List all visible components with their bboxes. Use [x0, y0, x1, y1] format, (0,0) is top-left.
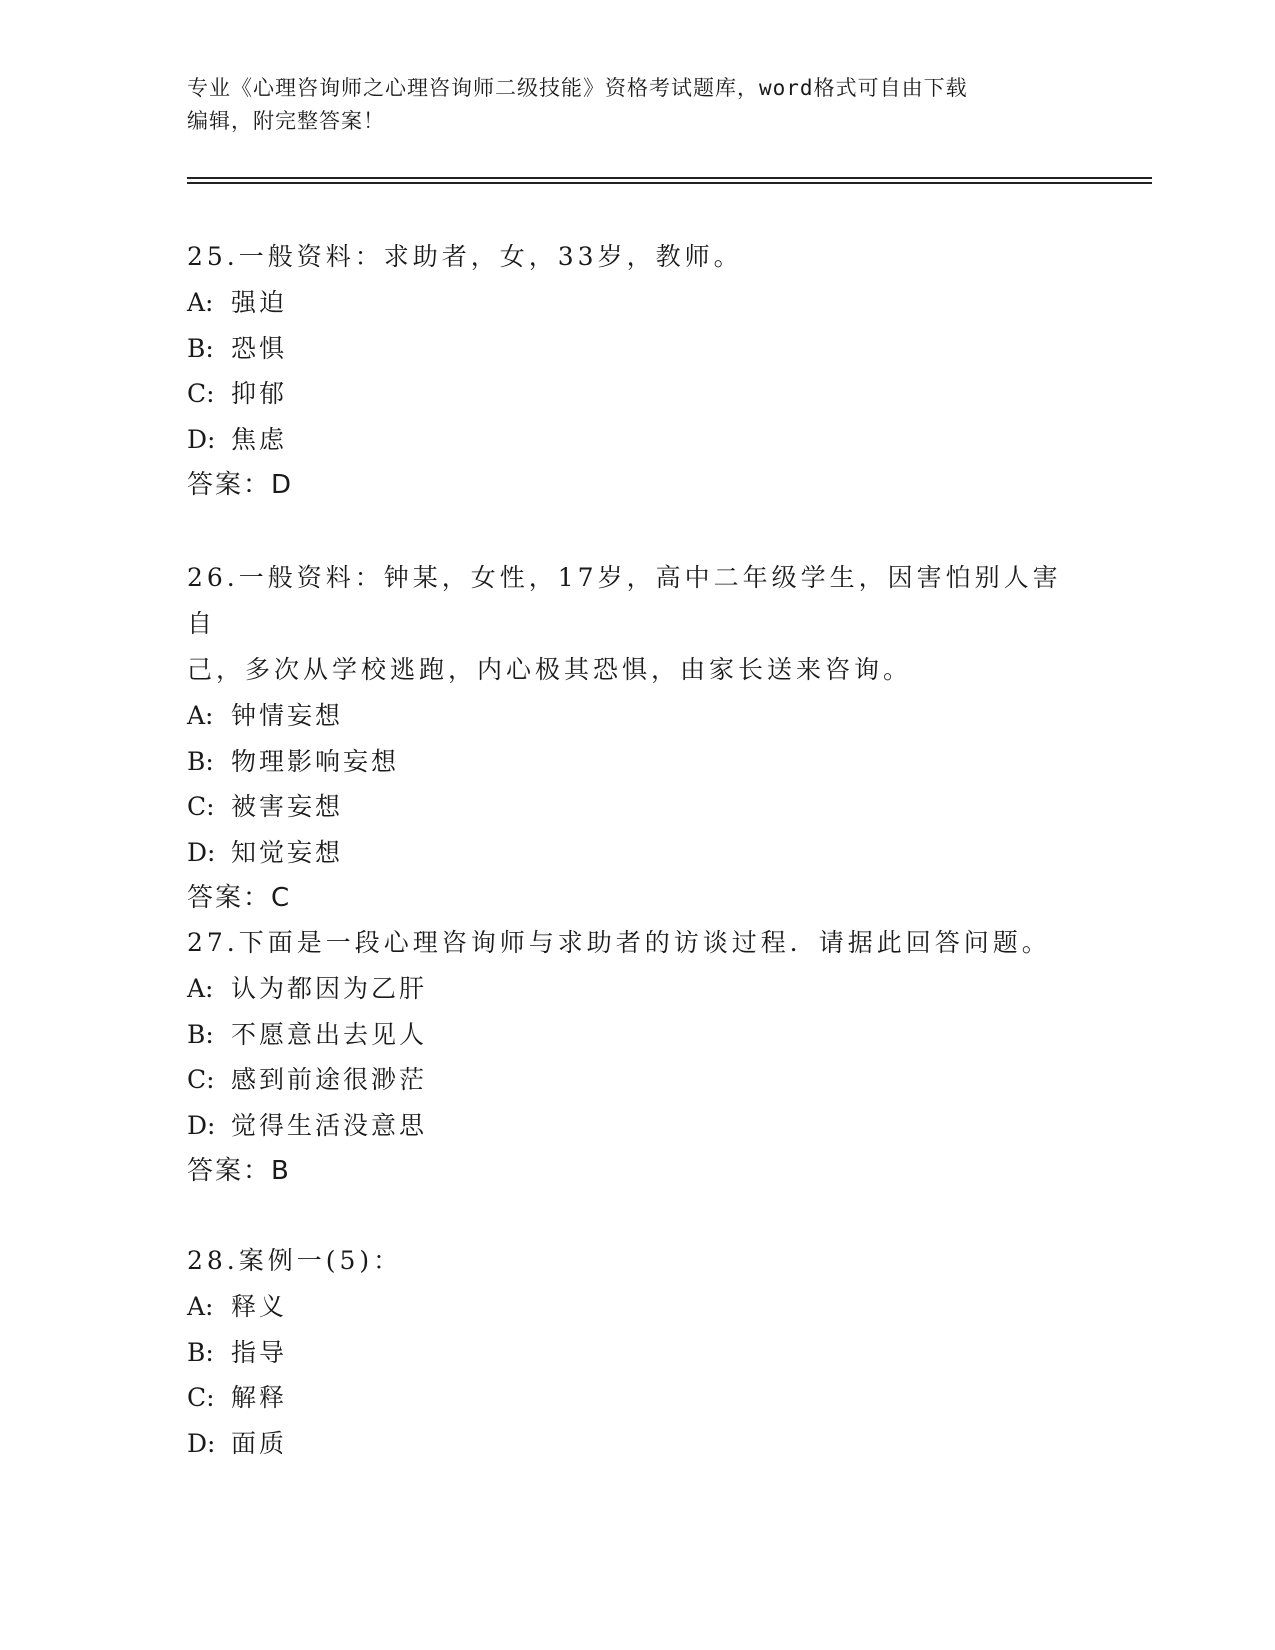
- option-letter: C:: [187, 792, 215, 821]
- option-text: 指导: [231, 1337, 288, 1367]
- option-text: 感到前途很渺茫: [231, 1065, 428, 1094]
- answer-line: 答案：D: [187, 470, 294, 500]
- answer-line: 答案：C: [187, 883, 292, 913]
- option-letter: B:: [187, 746, 214, 776]
- option-letter: A:: [187, 1292, 214, 1321]
- option-letter: A:: [187, 974, 214, 1003]
- option-letter: D:: [187, 1428, 216, 1458]
- question-text-line-1: 26.一般资料：钟某，女性，17岁，高中二年级学生，因害怕别人害自: [187, 563, 1062, 638]
- option-c: [187, 371, 1087, 417]
- option-letter: A:: [187, 701, 214, 730]
- option-text: 抑郁: [231, 379, 288, 408]
- option-text: 钟情妄想: [231, 701, 344, 730]
- option-letter: C:: [187, 379, 215, 408]
- option-text: 释义: [231, 1292, 288, 1321]
- option-text: 不愿意出去见人: [231, 1019, 428, 1049]
- option-text: 强迫: [231, 288, 288, 317]
- option-text: 解释: [231, 1383, 288, 1412]
- question-text: 25.一般资料：求助者，女，33岁，教师。: [187, 242, 743, 271]
- option-letter: C:: [187, 1383, 215, 1412]
- option-text: 焦虑: [231, 424, 288, 454]
- option-d: [187, 1421, 1087, 1467]
- question-text: 28.案例一(5)：: [187, 1246, 403, 1275]
- option-letter: D:: [187, 1110, 216, 1140]
- option-c: [187, 784, 1087, 830]
- option-b: [187, 326, 1087, 372]
- option-a: [187, 966, 1087, 1012]
- option-b: [187, 1012, 1087, 1058]
- option-text: 恐惧: [231, 333, 288, 363]
- option-letter: D:: [187, 837, 216, 867]
- option-c: [187, 1375, 1087, 1421]
- option-letter: B:: [187, 333, 214, 363]
- question-25: [187, 234, 1087, 508]
- question-text-line-2: 己，多次从学校逃跑，内心极其恐惧，由家长送来咨询。: [187, 655, 913, 684]
- option-a: [187, 1284, 1087, 1330]
- option-c: [187, 1057, 1087, 1103]
- question-28: [187, 1238, 1087, 1466]
- option-letter: B:: [187, 1019, 214, 1049]
- option-d: [187, 830, 1087, 876]
- answer-line: 答案：B: [187, 1156, 291, 1186]
- option-letter: B:: [187, 1337, 214, 1367]
- header-divider-bottom: [187, 182, 1152, 184]
- option-text: 被害妄想: [231, 792, 344, 821]
- header-line-1: 专业《心理咨询师之心理咨询师二级技能》资格考试题库，word格式可自由下载: [187, 76, 968, 100]
- option-text: 知觉妄想: [231, 837, 344, 867]
- option-text: 认为都因为乙肝: [231, 974, 428, 1003]
- option-text: 面质: [231, 1428, 288, 1458]
- option-d: [187, 417, 1087, 463]
- question-text: 27.下面是一段心理咨询师与求助者的访谈过程．请据此回答问题。: [187, 928, 1051, 957]
- question-27: [187, 920, 1087, 1194]
- option-text: 物理影响妄想: [231, 746, 400, 776]
- option-letter: A:: [187, 288, 214, 317]
- option-b: [187, 1330, 1087, 1376]
- header-line-2: 编辑，附完整答案！: [187, 109, 385, 133]
- option-b: [187, 739, 1087, 785]
- option-text: 觉得生活没意思: [231, 1110, 428, 1140]
- header-divider-top: [187, 177, 1152, 179]
- option-a: [187, 280, 1087, 326]
- option-a: [187, 693, 1087, 739]
- option-letter: D:: [187, 424, 216, 454]
- question-26: [187, 555, 1087, 921]
- option-letter: C:: [187, 1065, 215, 1094]
- option-d: [187, 1103, 1087, 1149]
- document-header: [187, 72, 1067, 138]
